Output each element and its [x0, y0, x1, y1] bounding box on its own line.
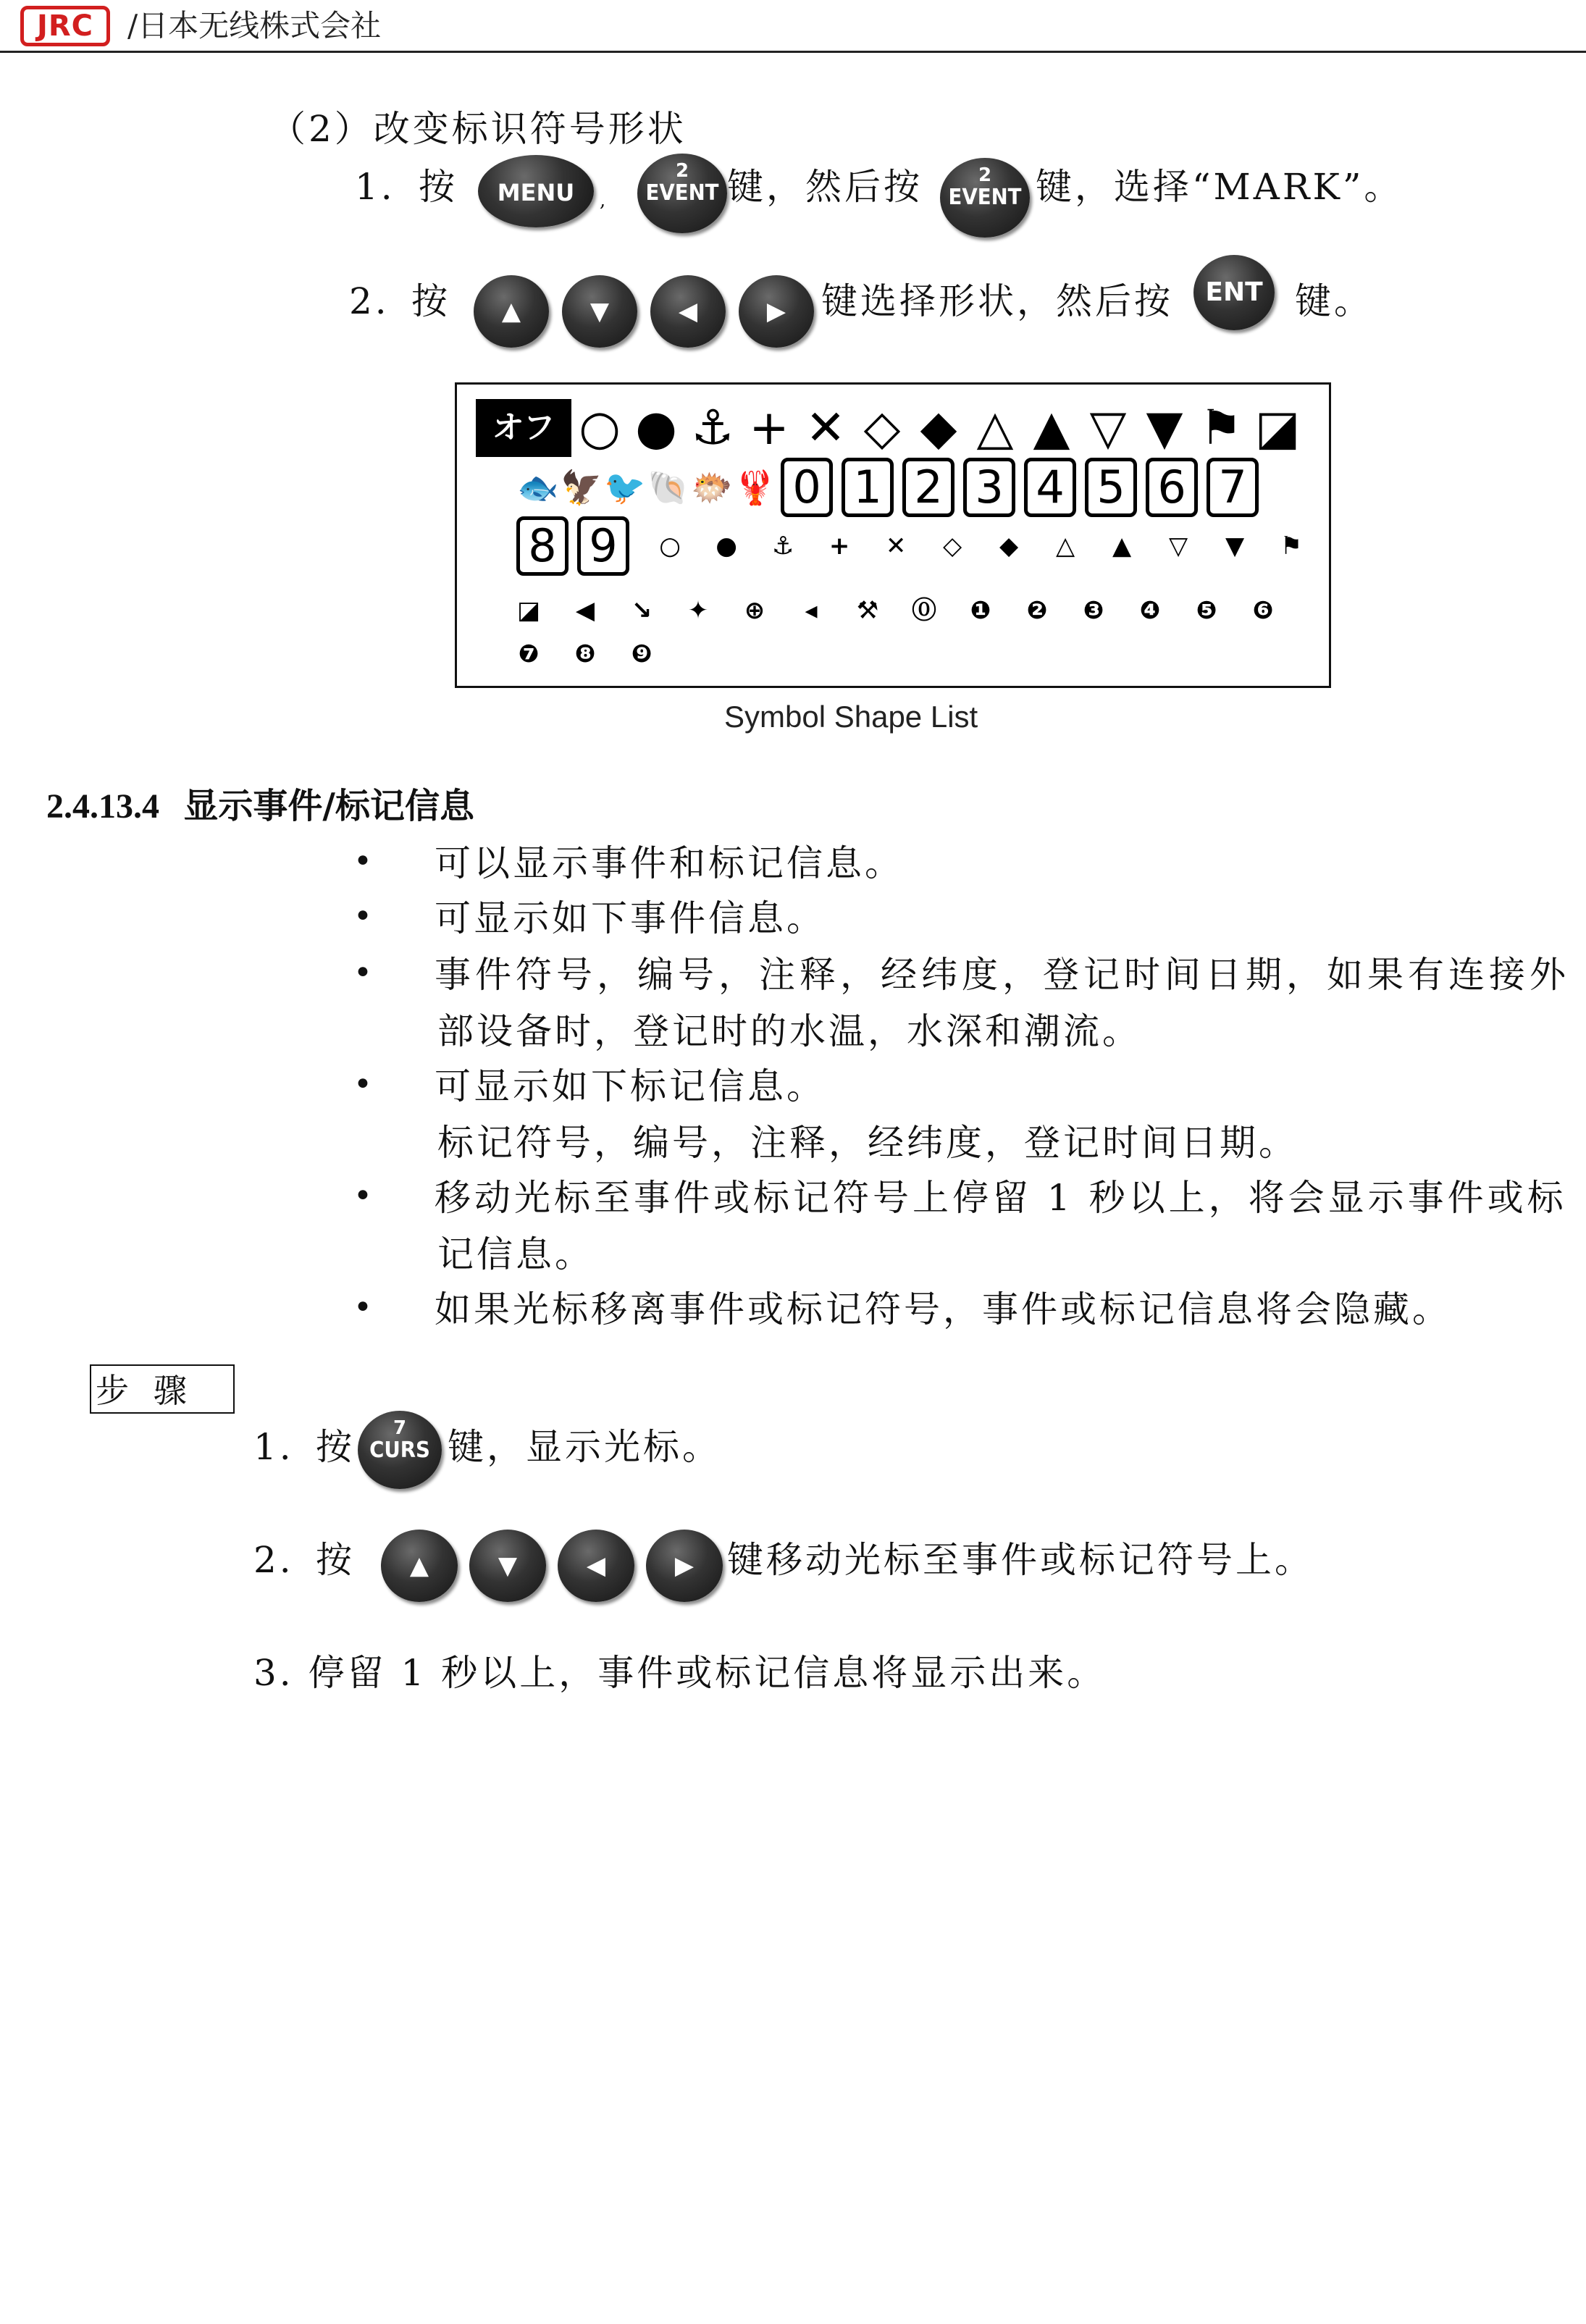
bullet-mark-4: •	[353, 1066, 372, 1103]
section-title: 显示事件/标记信息	[183, 786, 474, 826]
info-step3-text: 3. 停留 1 秒以上，事件或标记信息将显示出来。	[253, 1652, 1107, 1694]
left-arrow-key[interactable]: ◀	[650, 275, 726, 348]
symbol-row-5	[500, 632, 670, 676]
symbol-bird: 🦅	[561, 468, 603, 507]
symbol-row-4	[500, 589, 1291, 632]
bullet-text-4-line2: 标记符号，编号，注释，经纬度，登记时间日期。	[437, 1122, 1298, 1164]
event-key-2-number: 2	[978, 164, 992, 186]
info-step1-press-label: 按	[316, 1426, 355, 1468]
symbol-small-triangle: ▲	[1112, 532, 1132, 561]
symbol-row-1	[476, 399, 1306, 457]
symbol-row-3	[516, 516, 1319, 576]
bullet-text-6: 如果光标移离事件或标记符号，事件或标记信息将会隐藏。	[435, 1288, 1451, 1330]
symbol-small-triangle-outline: △	[1056, 532, 1075, 561]
symbol-digit-1: 1	[842, 458, 894, 517]
section-heading	[46, 782, 474, 831]
symbol-flag: ⚑	[1199, 400, 1243, 456]
symbol-small-down-triangle-outline: ▽	[1169, 532, 1188, 561]
shape-heading: （2）改变标识符号形状	[269, 108, 687, 150]
symbol-small-circle: ○	[659, 532, 681, 561]
bullet-mark-5: •	[353, 1178, 372, 1215]
bullet-text-5-line2: 记信息。	[437, 1233, 594, 1275]
symbol-small-row3	[642, 524, 1319, 568]
info-step2-press-label: 按	[316, 1539, 355, 1581]
event-key-1-label: EVENT	[645, 180, 719, 206]
symbol-fish-2: 🐡	[691, 468, 733, 507]
symbol-cross: ✕	[805, 400, 846, 456]
info-step2-after-text: 键移动光标至事件或标记符号上。	[727, 1539, 1314, 1581]
bullet-text-1: 可以显示事件和标记信息。	[435, 842, 904, 884]
symbol-small-digit-7: ❼	[518, 639, 540, 668]
symbol-small-plus: +	[828, 532, 850, 561]
bullet-text-2: 可显示如下事件信息。	[435, 897, 826, 939]
symbol-bird-2: 🐦	[604, 468, 646, 507]
symbol-small-digit-4: ❹	[1139, 596, 1161, 625]
symbol-digit-boxes-row2	[781, 458, 1267, 517]
symbol-digit-3: 3	[963, 458, 1015, 517]
symbol-small-diamond: ◆	[999, 532, 1019, 561]
bullet-mark-3: •	[353, 955, 372, 991]
header-rule	[0, 51, 1586, 53]
symbol-fish: 🐟	[517, 468, 559, 507]
step2-middle-text: 键选择形状，然后按	[821, 280, 1173, 322]
info-step1-after-text: 键，显示光标。	[448, 1426, 721, 1468]
symbol-small-bird: ↘	[631, 596, 653, 625]
step2-number: 2.	[349, 280, 390, 322]
section-number: 2.4.13.4	[46, 787, 159, 826]
symbol-digit-6: 6	[1146, 458, 1198, 517]
bullet-text-3-line2: 部设备时，登记时的水温，水深和潮流。	[437, 1010, 1141, 1052]
symbol-shell: 🐚	[647, 468, 689, 507]
bullet-text-5-line1: 移动光标至事件或标记符号上停留 1 秒以上，将会显示事件或标	[435, 1177, 1567, 1219]
curs-key[interactable]	[358, 1411, 442, 1489]
symbol-shape-list	[455, 382, 1331, 688]
step1-after-text: 键，选择“MARK”。	[1036, 166, 1404, 208]
steps-label-box: 步骤	[90, 1364, 235, 1414]
symbol-small-digit-0: ⓪	[912, 596, 936, 625]
symbol-digit-8: 8	[516, 516, 568, 576]
symbol-off: オフ	[476, 399, 571, 457]
company-name: /日本无线株式会社	[127, 8, 382, 43]
down-arrow-key[interactable]: ▼	[562, 275, 637, 348]
symbol-down-triangle-outline: ▽	[1089, 400, 1127, 456]
symbol-small-diamond-outline: ◇	[943, 532, 962, 561]
symbol-square-slash: ◪	[1254, 400, 1301, 456]
bullet-mark-1: •	[353, 843, 372, 880]
curs-key-label: CURS	[369, 1438, 430, 1463]
bullet-text-4-line1: 可显示如下标记信息。	[435, 1065, 826, 1107]
info-left-arrow-key[interactable]: ◀	[558, 1530, 634, 1602]
symbol-digit-9: 9	[577, 516, 629, 576]
up-arrow-key[interactable]: ▲	[474, 275, 549, 348]
symbol-list-caption: Symbol Shape List	[724, 700, 978, 734]
symbol-digit-5: 5	[1085, 458, 1137, 517]
symbol-small-digit-9: ❾	[631, 639, 653, 668]
info-up-arrow-key[interactable]: ▲	[381, 1530, 458, 1602]
info-step2-number: 2.	[253, 1539, 294, 1581]
bullet-mark-2: •	[353, 898, 372, 935]
jrc-logo: JRC	[20, 6, 110, 46]
symbol-down-triangle: ▼	[1146, 400, 1183, 456]
step1-press-label: 按	[419, 166, 458, 208]
symbol-digit-7: 7	[1207, 458, 1259, 517]
symbol-dot: ●	[635, 400, 677, 456]
info-step1-number: 1.	[253, 1426, 294, 1468]
symbol-small-lobster: ⚒	[856, 596, 879, 625]
symbol-small-down-triangle: ▼	[1225, 532, 1245, 561]
symbol-small-anchor: ⚓	[771, 532, 794, 561]
event-key-1[interactable]	[637, 154, 727, 233]
curs-key-number: 7	[393, 1417, 407, 1439]
event-key-2[interactable]	[940, 158, 1030, 238]
step1-comma: ,	[600, 190, 606, 211]
right-arrow-key[interactable]: ▶	[739, 275, 814, 348]
step1-number: 1.	[355, 166, 395, 208]
info-down-arrow-key[interactable]: ▼	[469, 1530, 546, 1602]
symbol-small-digit-2: ❷	[1026, 596, 1048, 625]
symbol-lobster: 🦞	[734, 468, 776, 507]
symbol-anchor: ⚓	[691, 400, 734, 456]
symbol-small-bird-2: ✦	[687, 596, 709, 625]
symbol-digit-4: 4	[1024, 458, 1076, 517]
event-key-1-number: 2	[675, 160, 689, 182]
symbol-small-digit-5: ❺	[1196, 596, 1217, 625]
symbol-triangle: ▲	[1033, 400, 1070, 456]
step1-then-text: 键，然后按	[727, 166, 923, 208]
symbol-digit-boxes-row3	[516, 516, 638, 576]
symbol-small-fish-2: ◂	[805, 596, 818, 625]
ent-key[interactable]: ENT	[1193, 255, 1275, 330]
symbol-small-square-slash: ◪	[516, 596, 541, 625]
symbol-plus: +	[749, 400, 789, 456]
step2-after-text: 键。	[1295, 280, 1373, 322]
symbol-triangle-outline: △	[976, 400, 1014, 456]
symbol-small-digit-8: ❽	[574, 639, 596, 668]
symbol-diamond: ◆	[920, 400, 957, 456]
symbol-small-digit-6: ❻	[1252, 596, 1274, 625]
step2-press-label: 按	[411, 280, 450, 322]
event-key-2-label: EVENT	[948, 185, 1022, 210]
symbol-circle: ○	[579, 400, 621, 456]
symbol-digit-2: 2	[902, 458, 954, 517]
bullet-mark-6: •	[353, 1289, 372, 1326]
symbol-small-digit-1: ❶	[970, 596, 991, 625]
menu-key[interactable]: MENU	[478, 155, 594, 227]
symbol-small-cross: ✕	[885, 532, 907, 561]
symbol-small-flag: ⚑	[1280, 532, 1303, 561]
symbol-small-digit-3: ❸	[1083, 596, 1104, 625]
info-right-arrow-key[interactable]: ▶	[646, 1530, 723, 1602]
symbol-diamond-outline: ◇	[863, 400, 901, 456]
symbol-small-shell: ⊕	[744, 596, 765, 625]
symbol-small-fish: ◀	[575, 596, 595, 625]
symbol-digit-0: 0	[781, 458, 833, 517]
symbol-row-2	[516, 457, 1267, 518]
bullet-text-3-line1: 事件符号，编号，注释，经纬度，登记时间日期，如果有连接外	[435, 954, 1570, 996]
symbol-small-dot: ●	[716, 532, 737, 561]
